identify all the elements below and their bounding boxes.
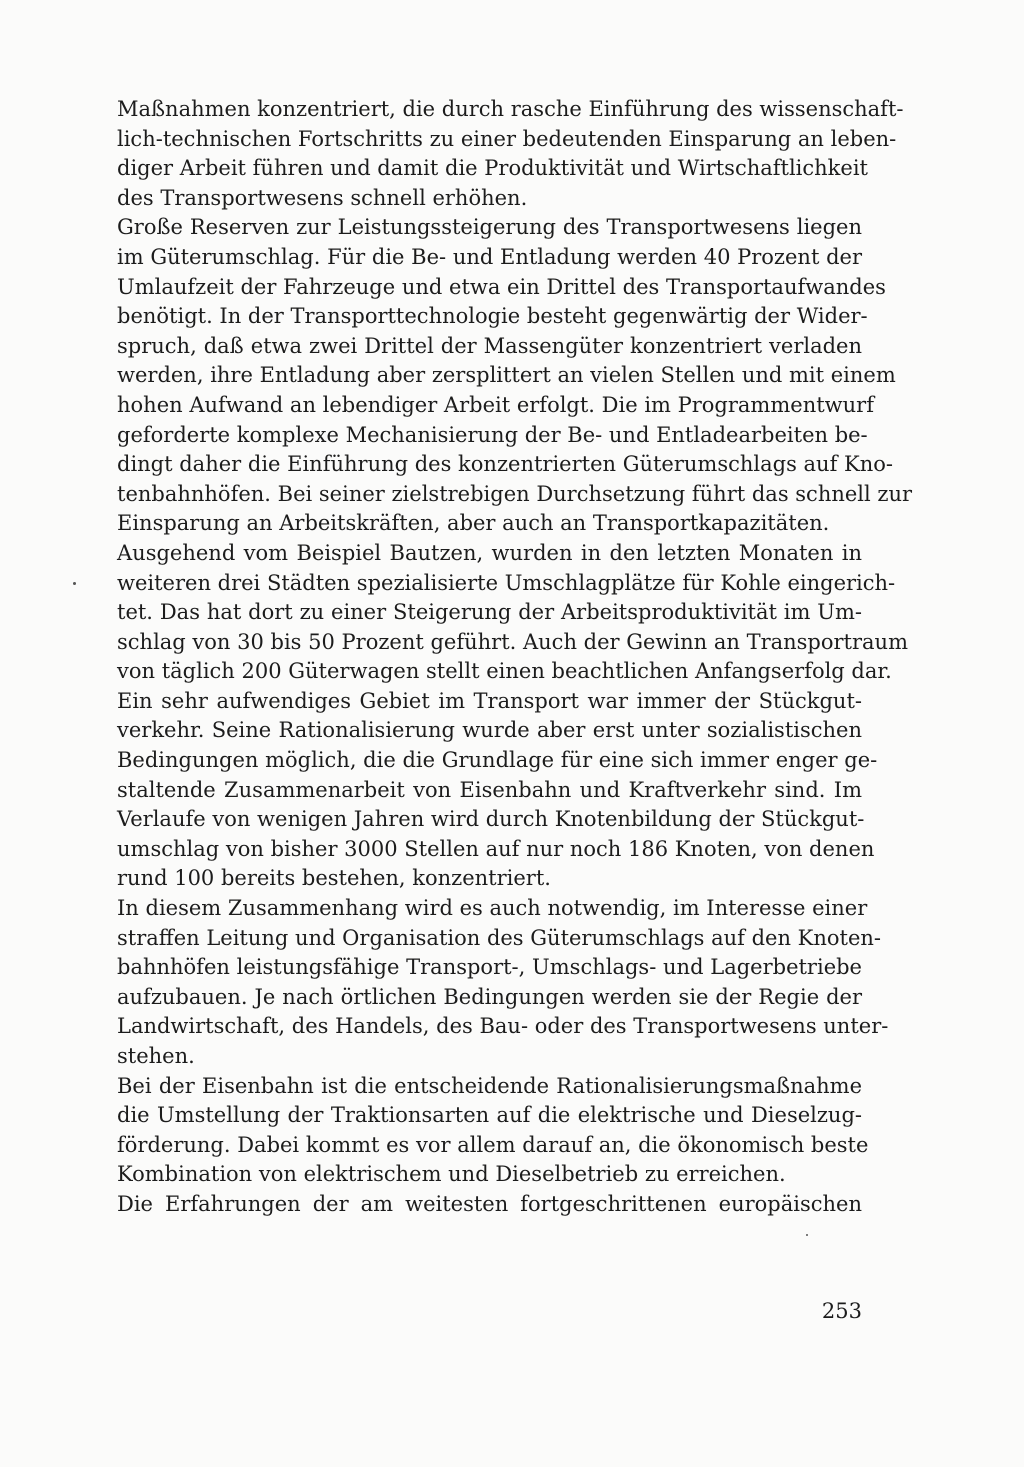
paragraph-3: [117, 539, 908, 687]
text-line: Bei der Eisenbahn ist die entscheidende Rationalisierungsmaßnahme: [117, 1073, 862, 1098]
text-line: im Güterumschlag. Für die Be- und Entladung werden 40 Prozent der: [117, 244, 862, 269]
text-line: von täglich 200 Güterwagen stellt einen beachtlichen Anfangserfolg dar.: [117, 659, 892, 684]
text-line: förderung. Dabei kommt es vor allem darauf an, die ökonomisch beste: [117, 1132, 869, 1157]
text-line: hohen Aufwand an lebendiger Arbeit erfolgt. Die im Programmentwurf: [117, 392, 874, 417]
text-line: lich-technischen Fortschritts zu einer bedeutenden Einsparung an leben-: [117, 126, 897, 151]
text-line: straffen Leitung und Organisation des Güterumschlags auf den Knoten-: [117, 925, 882, 950]
text-line: schlag von 30 bis 50 Prozent geführt. Auch der Gewinn an Transportraum: [117, 629, 908, 654]
text-line: Umlaufzeit der Fahrzeuge und etwa ein Drittel des Transportaufwandes: [117, 274, 886, 299]
paragraph-6: [117, 1072, 869, 1190]
text-line: Maßnahmen konzentriert, die durch rasche Einführung des wissenschaft-: [117, 97, 904, 121]
text-line: weiteren drei Städten spezialisierte Umschlagplätze für Kohle eingerich-: [117, 570, 896, 595]
text-line: rund 100 bereits bestehen, konzentriert.: [117, 866, 551, 891]
text-line: Die Erfahrungen der am weitesten fortgeschrittenen europäischen: [117, 1191, 862, 1216]
text-line: Verlaufe von wenigen Jahren wird durch Knotenbildung der Stückgut-: [117, 807, 865, 832]
text-line: diger Arbeit führen und damit die Produktivität und Wirtschaftlichkeit: [117, 156, 868, 181]
text-line: staltende Zusammenarbeit von Eisenbahn und Kraftverkehr sind. Im: [117, 777, 862, 802]
text-line: Kombination von elektrischem und Dieselbetrieb zu erreichen.: [117, 1162, 786, 1187]
text-line: spruch, daß etwa zwei Drittel der Massengüter konzentriert verladen: [117, 333, 862, 358]
text-line: des Transportwesens schnell erhöhen.: [117, 185, 528, 210]
text-line: Bedingungen möglich, die die Grundlage für eine sich immer enger ge-: [117, 748, 878, 773]
paragraph-7: [117, 1190, 862, 1220]
text-line: In diesem Zusammenhang wird es auch notwendig, im Interesse einer: [117, 896, 868, 921]
text-line: die Umstellung der Traktionsarten auf die elektrische und Dieselzug-: [117, 1103, 862, 1128]
body-text: [117, 95, 913, 1220]
text-line: umschlag von bisher 3000 Stellen auf nur noch 186 Knoten, von denen: [117, 836, 875, 861]
text-line: stehen.: [117, 1044, 195, 1068]
paragraph-2: [117, 213, 913, 539]
scan-speck: [806, 1234, 808, 1236]
text-line: Einsparung an Arbeitskräften, aber auch an Transportkapazitäten.: [117, 511, 830, 536]
text-line: bahnhöfen leistungsfähige Transport-, Umschlags- und Lagerbetriebe: [117, 955, 862, 980]
scan-speck: [73, 582, 76, 585]
text-line: geforderte komplexe Mechanisierung der Be- und Entladearbeiten be-: [117, 422, 868, 447]
paragraph-4: [117, 687, 878, 894]
text-line: verkehr. Seine Rationalisierung wurde aber erst unter sozialistischen: [117, 718, 862, 743]
page-number: 253: [821, 1299, 862, 1323]
text-line: benötigt. In der Transporttechnologie besteht gegenwärtig der Wider-: [117, 304, 868, 329]
text-line: dingt daher die Einführung des konzentrierten Güterumschlags auf Kno-: [117, 452, 893, 477]
text-line: tet. Das hat dort zu einer Steigerung der Arbeitsproduktivität im Um-: [117, 600, 862, 625]
text-line: Ein sehr aufwendiges Gebiet im Transport war immer der Stückgut-: [117, 688, 862, 713]
text-line: tenbahnhöfen. Bei seiner zielstrebigen Durchsetzung führt das schnell zur: [117, 481, 913, 506]
paragraph-5: [117, 894, 889, 1072]
text-line: Große Reserven zur Leistungssteigerung des Transportwesens liegen: [117, 215, 862, 240]
text-line: Landwirtschaft, des Handels, des Bau- oder des Transportwesens unter-: [117, 1014, 889, 1039]
text-line: aufzubauen. Je nach örtlichen Bedingungen werden sie der Regie der: [117, 984, 862, 1009]
text-line: werden, ihre Entladung aber zersplittert an vielen Stellen und mit einem: [117, 363, 896, 388]
paragraph-1: [117, 95, 904, 213]
text-line: Ausgehend vom Beispiel Bautzen, wurden in den letzten Monaten in: [117, 540, 862, 565]
